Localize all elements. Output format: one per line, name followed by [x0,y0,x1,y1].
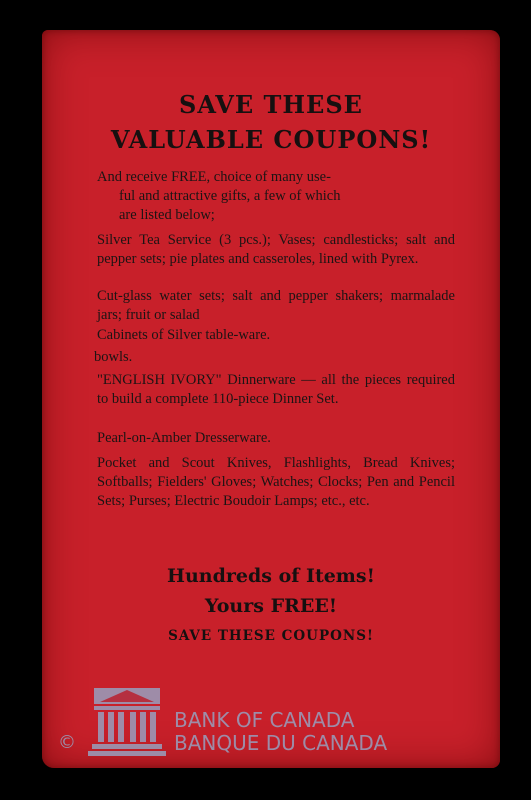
closing-line-2: Yours FREE! [204,595,338,617]
gift-item-knives: Pocket and Scout Knives, Flashlights, Bread Knives; Softballs; Fielders' Gloves; Watches; Clocks; Pen and Pencil Sets; Purses; Electric Boudoir Lamps; etc., etc. [97,455,455,509]
intro-line-3: are listed below; [119,207,215,223]
gift-item-dinnerware: "ENGLISH IVORY" Dinnerware — all the pieces required to build a complete 110-piece Dinner Set. [97,372,455,407]
gift-item-dresserware: Pearl-on-Amber Dresserware. [97,430,271,446]
heading-line-2: VALUABLE COUPONS! [110,125,432,154]
watermark-line-2: BANQUE DU CANADA [174,731,388,755]
bank-building-icon [88,688,166,756]
copyright-symbol: © [58,732,76,753]
gift-item-cut-glass: Cut-glass water sets; salt and pepper shakers; marmalade jars; fruit or salad [97,288,455,323]
intro-line-1: And receive FREE, choice of many use- [97,169,331,185]
coupon-card [42,30,500,768]
closing-line-3: SAVE THESE COUPONS! [168,628,374,644]
gift-item-silver-tea: Silver Tea Service (3 pcs.); Vases; candlesticks; salt and pepper sets; pie plates and casseroles, lined with Pyrex. [97,232,455,267]
gift-item-cabinets: Cabinets of Silver table-ware. [97,327,271,343]
heading-line-1: SAVE THESE [179,90,363,119]
gift-item-bowls: bowls. [94,349,133,365]
intro-line-2: ful and attractive gifts, a few of which [119,188,341,204]
closing-line-1: Hundreds of Items! [167,565,375,587]
bank-watermark [58,688,418,758]
watermark-line-1: BANK OF CANADA [174,708,355,732]
intro-paragraph [97,168,455,225]
